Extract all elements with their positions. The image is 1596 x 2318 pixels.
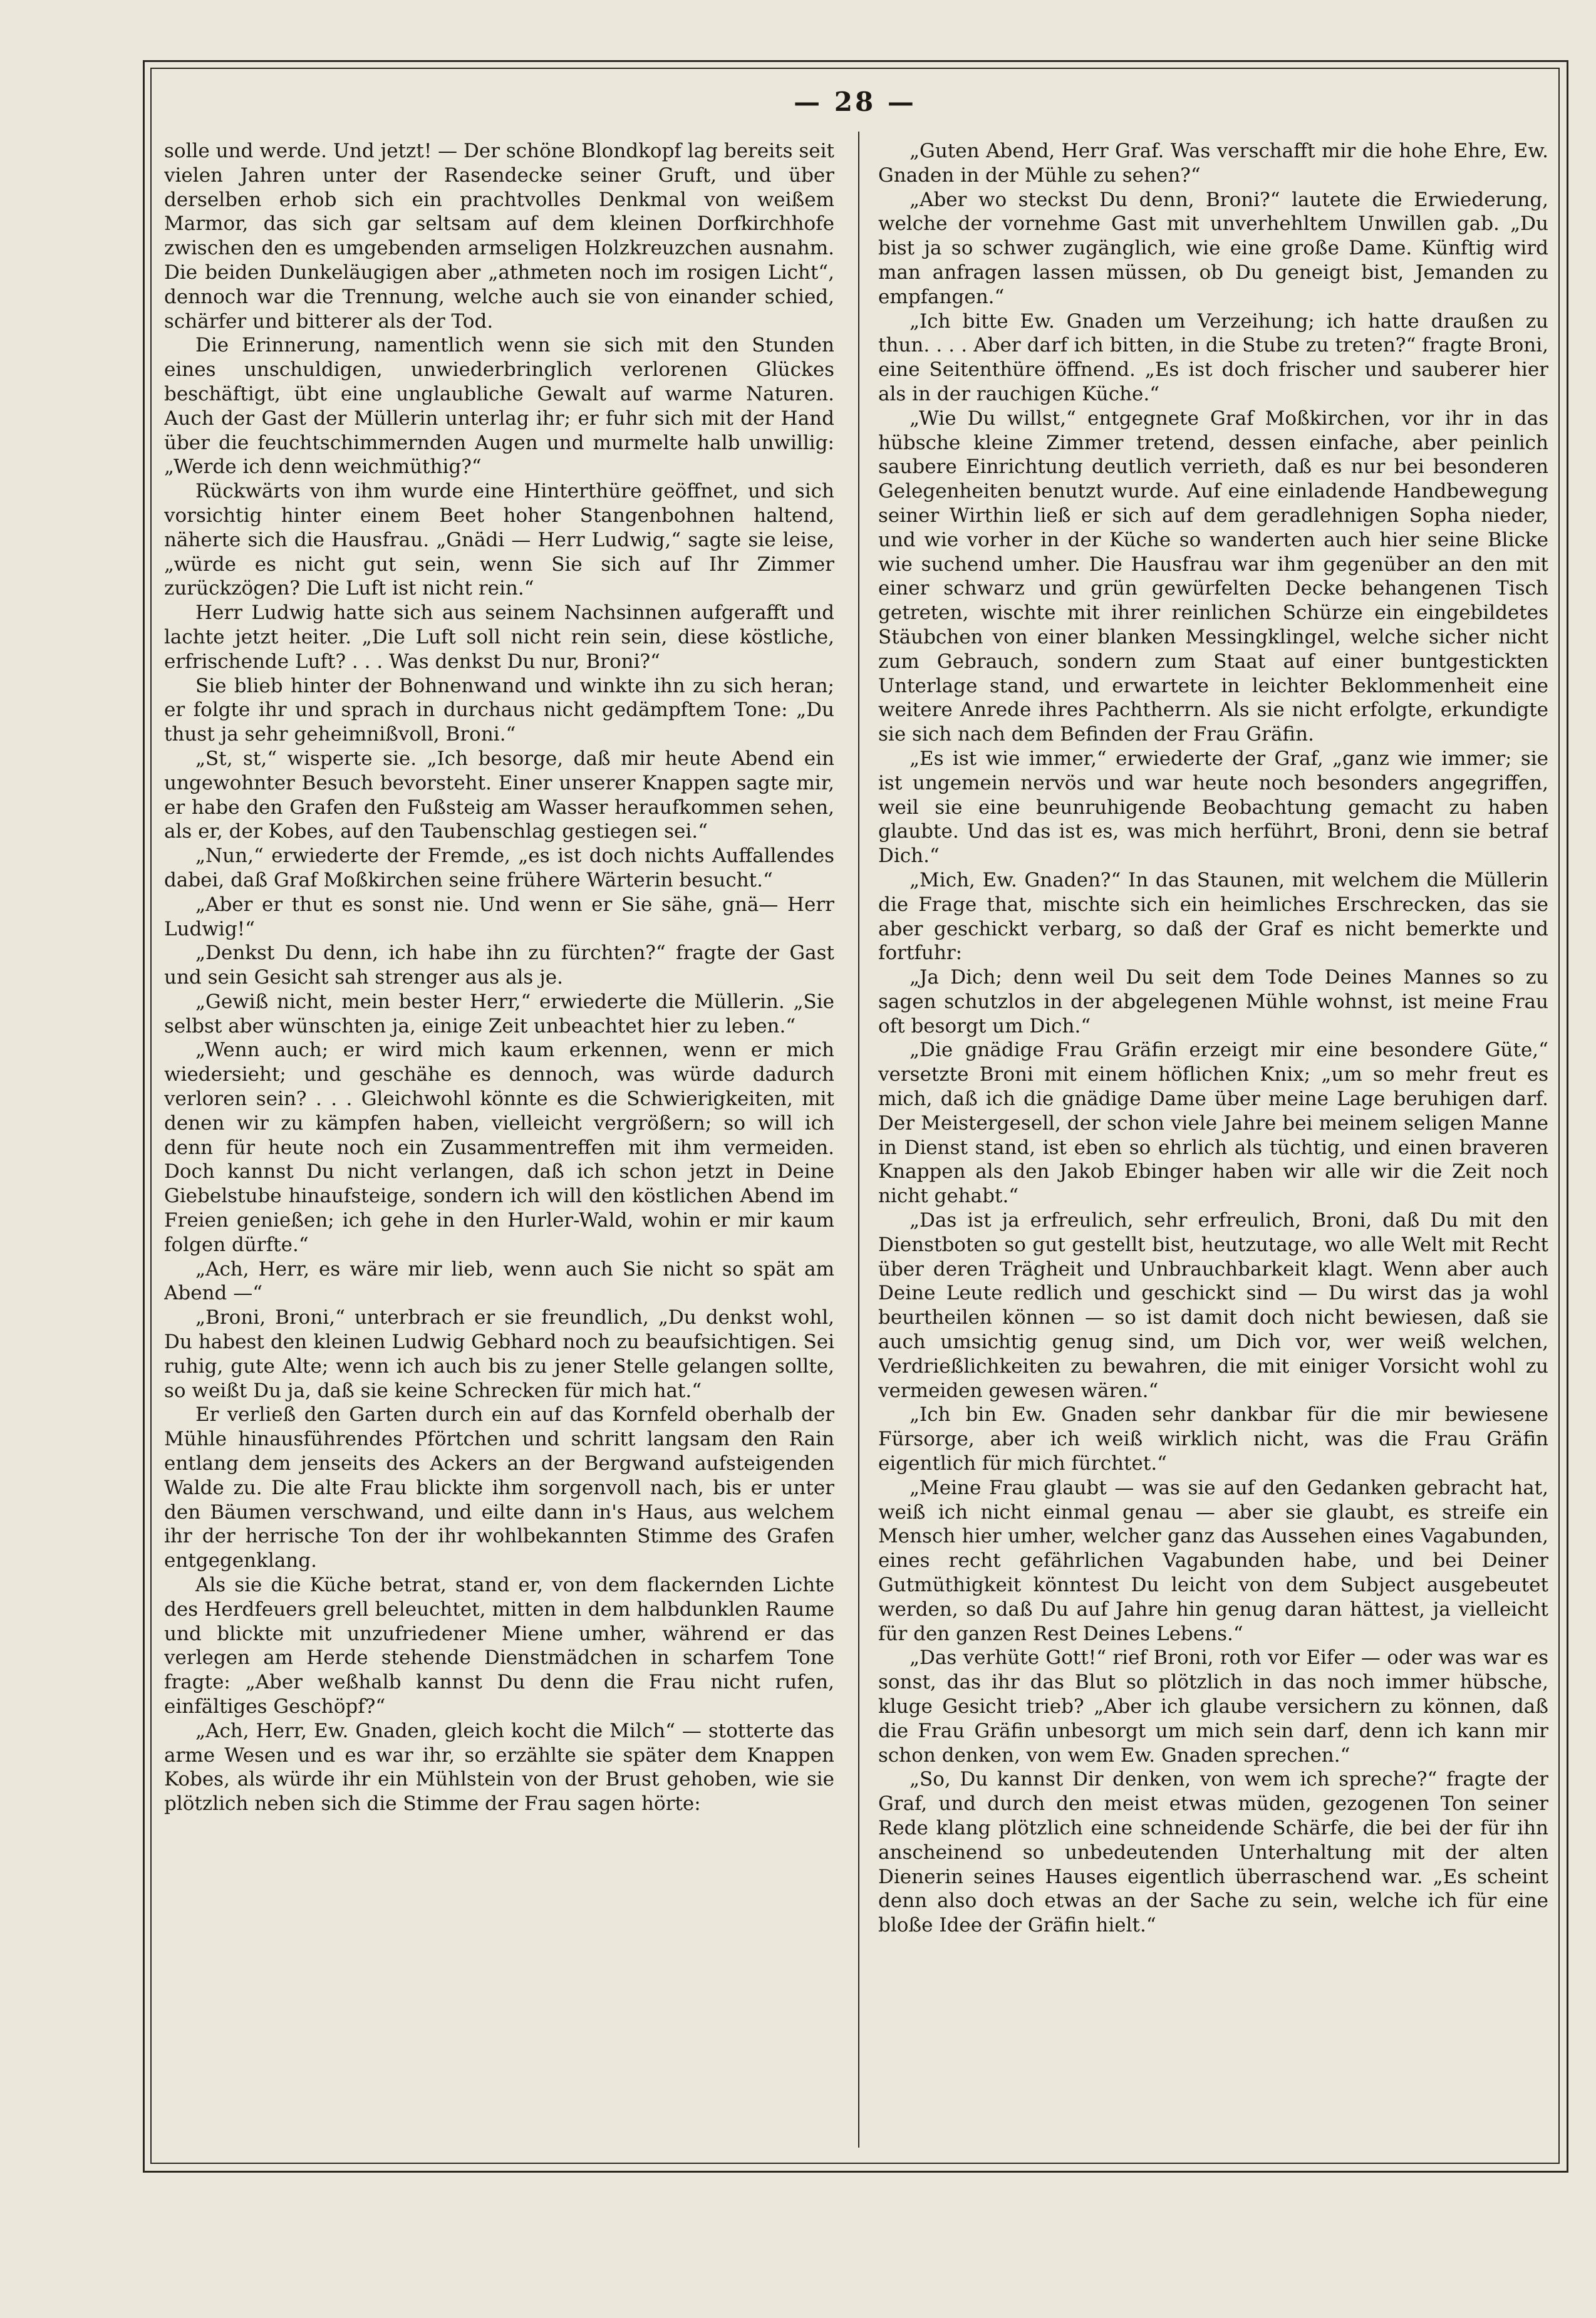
paragraph: „Gewiß nicht, mein bester Herr,“ erwiederte die Müllerin. „Sie selbst aber wünschten ja, einige Zeit unbeachtet hier zu leben.“: [164, 990, 834, 1037]
paragraph: solle und werde. Und jetzt! — Der schöne Blondkopf lag bereits seit vielen Jahren unter der Rasendecke seiner Gruft, und über derselben erhob sich ein prachtvolles Denkmal von weißem Marmor, das sich gar seltsam auf dem kleinen Dorfkirchhofe zwischen den es umgebenden armseligen Holzkreuzchen ausnahm. Die beiden Dunkeläugigen aber „athmeten noch im rosigen Licht“, dennoch war die Trennung, welche auch sie von einander schied, schärfer und bitterer als der Tod.: [164, 140, 834, 333]
paragraph: „Ich bitte Ew. Gnaden um Verzeihung; ich hatte draußen zu thun. . . . Aber darf ich bitten, in die Stube zu treten?“ fragte Broni, eine Seitenthüre öffnend. „Es ist doch frischer und sauberer hier als in der rauchigen Küche.“: [878, 309, 1548, 405]
left-column: [164, 139, 834, 2131]
paragraph: „Ach, Herr, Ew. Gnaden, gleich kocht die Milch“ — stotterte das arme Wesen und es war ihr, so erzählte sie später dem Knappen Kobes, als würde ihr ein Mühlstein von der Brust gehoben, wie sie plötzlich neben sich die Stimme der Frau sagen hörte:: [164, 1719, 834, 1816]
paragraph: Die Erinnerung, namentlich wenn sie sich mit den Stunden eines unschuldigen, unwiederbringlich verlorenen Glückes beschäftigt, übt eine unglaubliche Gewalt auf warme Naturen. Auch der Gast der Müllerin unterlag ihr; er fuhr sich mit der Hand über die feuchtschimmernden Augen und murmelte halb unwillig: „Werde ich denn weichmüthig?“: [164, 334, 834, 479]
paragraph: „Ja Dich; denn weil Du seit dem Tode Deines Mannes so zu sagen schutzlos in der abgelegenen Mühle wohnst, ist meine Frau oft besorgt um Dich.“: [878, 966, 1548, 1037]
paragraph: „Ach, Herr, es wäre mir lieb, wenn auch Sie nicht so spät am Abend —“: [164, 1257, 834, 1305]
paragraph: „Nun,“ erwiederte der Fremde, „es ist doch nichts Auffallendes dabei, daß Graf Moßkirchen seine frühere Wärterin besucht.“: [164, 845, 834, 891]
paragraph: „Ich bin Ew. Gnaden sehr dankbar für die mir bewiesene Fürsorge, aber ich weiß wirklich nicht, was die Frau Gräfin eigentlich für mich fürchtet.“: [878, 1403, 1548, 1475]
right-column: [878, 139, 1548, 2131]
paragraph: „Es ist wie immer,“ erwiederte der Graf, „ganz wie immer; sie ist ungemein nervös und war heute noch besonders angegriffen, weil sie eine beunruhigende Beobachtung gemacht zu haben glaubte. Und das ist es, was mich herführt, Broni, denn sie betraf Dich.“: [878, 747, 1548, 868]
paragraph: „Aber er thut es sonst nie. Und wenn er Sie sähe, gnä— Herr Ludwig!“: [164, 893, 834, 940]
paragraph: „Wie Du willst,“ entgegnete Graf Moßkirchen, vor ihr in das hübsche kleine Zimmer tretend, dessen einfache, aber peinlich saubere Einrichtung deutlich verrieth, daß es nur bei besonderen Gelegenheiten benutzt wurde. Auf eine einladende Handbewegung seiner Wirthin ließ er sich auf dem geradlehnigen Sopha nieder, und wie vorher in der Küche so wanderten auch hier seine Blicke wie suchend umher. Die Hausfrau war ihm gegenüber an den mit einer schwarz und grün gewürfelten Decke behangenen Tisch getreten, wischte mit ihrer reinlichen Schürze ein eingebildetes Stäubchen von einer blanken Messingklingel, welche sicher nicht zum Gebrauch, sondern zum Staat auf einer buntgestickten Unterlage stand, und erwartete in leichter Beklommenheit eine weitere Anrede ihres Pachtherrn. Als sie nicht erfolgte, erkundigte sie sich nach dem Befinden der Frau Gräfin.: [878, 407, 1548, 746]
paragraph: „Das ist ja erfreulich, sehr erfreulich, Broni, daß Du mit den Dienstboten so gut gestellt bist, heutzutage, wo alle Welt mit Recht über deren Trägheit und Unbrauchbarkeit klagt. Wenn aber auch Deine Leute redlich und geschickt sind — Du wirst das ja wohl beurtheilen können — so ist damit doch nicht bewiesen, daß sie auch umsichtig genug sind, um Dich vor, wer weiß welchen, Verdrießlichkeiten zu bewahren, die mit einiger Vorsicht wohl zu vermeiden gewesen wären.“: [878, 1209, 1548, 1402]
paragraph: „Meine Frau glaubt — was sie auf den Gedanken gebracht hat, weiß ich nicht einmal genau — aber sie glaubt, es streife ein Mensch hier umher, welcher ganz das Aussehen eines Vagabunden, eines recht gefährlichen Vagabunden habe, und bei Deiner Gutmüthigkeit könntest Du leicht von dem Subject ausgebeutet werden, so daß Du auf Jahre hin genug daran hättest, ja vielleicht für den ganzen Rest Deines Lebens.“: [878, 1476, 1548, 1645]
paragraph: „Das verhüte Gott!“ rief Broni, roth vor Eifer — oder was war es sonst, das ihr das Blut so plötzlich in das noch immer hübsche, kluge Gesicht trieb? „Aber ich glaube versichern zu können, daß die Frau Gräfin unbesorgt um mich sein darf, denn ich kann mir schon denken, von wem Ew. Gnaden sprechen.“: [878, 1646, 1548, 1767]
paragraph: „Wenn auch; er wird mich kaum erkennen, wenn er mich wiedersieht; und geschähe es dennoch, was würde dadurch verloren sein? . . . Gleichwohl könnte es die Schwierigkeiten, mit denen wir zu kämpfen haben, vielleicht vergrößern; so will ich denn für heute noch ein Zusammentreffen mit ihm vermeiden. Doch kannst Du nicht verlangen, daß ich schon jetzt in Deine Giebelstube hinaufsteige, sondern ich will den köstlichen Abend im Freien genießen; ich gehe in den Hurler-Wald, wohin er mir kaum folgen dürfte.“: [164, 1039, 834, 1256]
paragraph: Sie blieb hinter der Bohnenwand und winkte ihn zu sich heran; er folgte ihr und sprach in durchaus nicht gedämpftem Tone: „Du thust ja sehr geheimnißvoll, Broni.“: [164, 674, 834, 746]
page-number: — 28 —: [794, 86, 916, 117]
paragraph: „Guten Abend, Herr Graf. Was verschafft mir die hohe Ehre, Ew. Gnaden in der Mühle zu sehen?“: [878, 140, 1548, 187]
paragraph: „Mich, Ew. Gnaden?“ In das Staunen, mit welchem die Müllerin die Frage that, mischte sich ein heimliches Erschrecken, das sie aber geschickt verbarg, so daß der Graf es nicht bemerkte und fortfuhr:: [878, 868, 1548, 965]
paragraph: „Denkst Du denn, ich habe ihn zu fürchten?“ fragte der Gast und sein Gesicht sah strenger aus als je.: [164, 942, 834, 989]
paragraph: Als sie die Küche betrat, stand er, von dem flackernden Lichte des Herdfeuers grell beleuchtet, mitten in dem halbdunklen Raume und blickte mit unzufriedener Miene umher, während er das verlegen am Herde stehende Dienstmädchen in scharfem Tone fragte: „Aber weßhalb kannst Du denn die Frau nicht rufen, einfältiges Geschöpf?“: [164, 1574, 834, 1718]
paragraph: „Broni, Broni,“ unterbrach er sie freundlich, „Du denkst wohl, Du habest den kleinen Ludwig Gebhard noch zu beaufsichtigen. Sei ruhig, gute Alte; wenn ich auch bis zu jener Stelle gelangen sollte, so weißt Du ja, daß sie keine Schrecken für mich hat.“: [164, 1306, 834, 1402]
paragraph: Er verließ den Garten durch ein auf das Kornfeld oberhalb der Mühle hinausführendes Pförtchen und schritt langsam den Rain entlang dem jenseits des Ackers an der Bergwand aufsteigenden Walde zu. Die alte Frau blickte ihm sorgenvoll nach, bis er unter den Bäumen verschwand, und eilte dann in's Haus, aus welchem ihr der herrische Ton der ihr wohlbekannten Stimme des Grafen entgegenklang.: [164, 1403, 834, 1572]
column-divider: [858, 132, 859, 2148]
paragraph: „St, st,“ wisperte sie. „Ich besorge, daß mir heute Abend ein ungewohnter Besuch bevorsteht. Einer unserer Knappen sagte mir, er habe den Grafen den Fußsteig am Wasser heraufkommen sehen, als er, der Kobes, auf den Taubenschlag gestiegen sei.“: [164, 747, 834, 843]
paragraph: Herr Ludwig hatte sich aus seinem Nachsinnen aufgerafft und lachte jetzt heiter. „Die Luft soll nicht rein sein, diese köstliche, erfrischende Luft? . . . Was denkst Du nur, Broni?“: [164, 601, 834, 673]
paragraph: „Die gnädige Frau Gräfin erzeigt mir eine besondere Güte,“ versetzte Broni mit einem höflichen Knix; „um so mehr freut es mich, daß ich die gnädige Dame über meine Lage beruhigen darf. Der Meistergesell, der schon viele Jahre bei meinem seligen Manne in Dienst stand, ist eben so ehrlich als tüchtig, und einen braveren Knappen als den Jakob Ebinger haben wir alle wir die Zeit noch nicht gehabt.“: [878, 1039, 1548, 1208]
paragraph: Rückwärts von ihm wurde eine Hinterthüre geöffnet, und sich vorsichtig hinter einem Beet hoher Stangenbohnen haltend, näherte sich die Hausfrau. „Gnädi — Herr Ludwig,“ sagte sie leise, „würde es nicht gut sein, wenn Sie sich auf Ihr Zimmer zurückzögen? Die Luft ist nicht rein.“: [164, 480, 834, 600]
paragraph: „Aber wo steckst Du denn, Broni?“ lautete die Erwiederung, welche der vornehme Gast mit unverhehltem Unwillen gab. „Du bist ja so schwer zugänglich, wie eine große Dame. Künftig wird man anfragen lassen müssen, ob Du geneigt bist, Jemanden zu empfangen.“: [878, 188, 1548, 308]
paragraph: „So, Du kannst Dir denken, von wem ich spreche?“ fragte der Graf, und durch den meist etwas müden, gezogenen Ton seiner Rede klang plötzlich eine schneidende Schärfe, die bei der für ihn anscheinend so unbedeutenden Unterhaltung mit der alten Dienerin seines Hauses eigentlich überraschend war. „Es scheint denn also doch etwas an der Sache zu sein, welche ich für eine bloße Idee der Gräfin hielt.“: [878, 1768, 1548, 1937]
